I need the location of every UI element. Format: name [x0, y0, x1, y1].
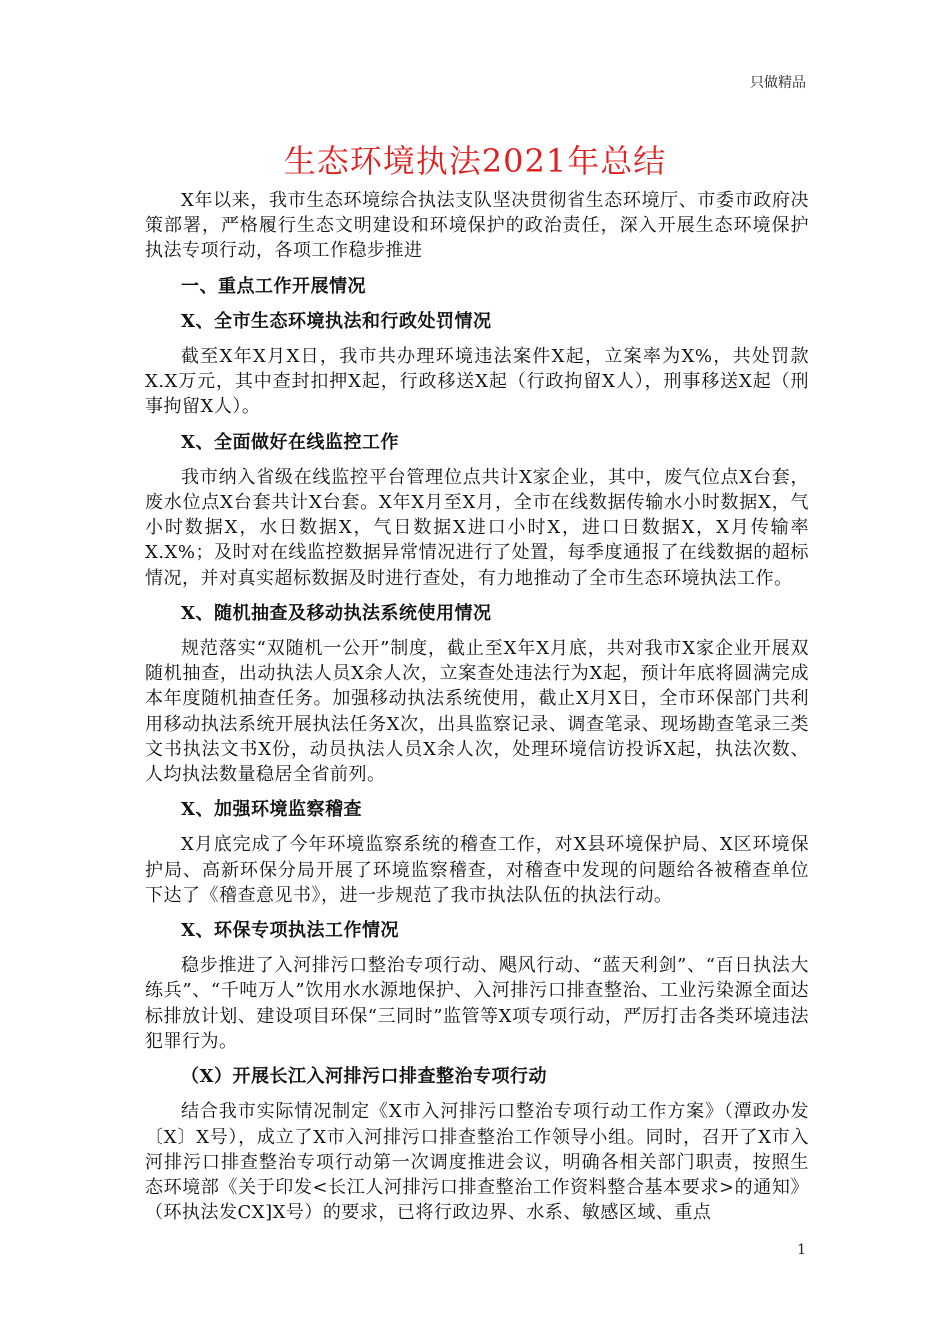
page-number: 1 — [797, 1242, 806, 1258]
document-body — [145, 188, 809, 1235]
subsection-heading-yangtze-outlets: （X）开展长江入河排污口排查整治专项行动 — [181, 1066, 547, 1088]
paragraph-yangtze-outlets: 结合我市实际情况制定《X市入河排污口整治专项行动工作方案》（潭政办发〔X〕X号），成立了X市入河排污口排查整治工作领导小组。同时，召开了X市入河排污口排查整治专项行动第一次调度推进会议，明确各相关部门职责，按照生态环境部《关于印发<长江人河排污口排查整治工作资料整合基本要求>的通知》（环执法发CX]X号）的要求，已将行政边界、水系、敏感区域、重点 — [145, 1101, 809, 1224]
paragraph-random-inspection: 规范落实“双随机一公开”制度，截止至X年X月底，共对我市X家企业开展双随机抽查，出动执法人员X余人次，立案查处违法行为X起，预计年底将圆满完成本年度随机抽查任务。加强移动执法系统使用，截止X月X日，全市环保部门共利用移动执法系统开展执法任务X次，出具监察记录、调查笔录、现场勘查笔录三类文书执法文书X份，动员执法人员X余人次，处理环境信访投诉X起，执法次数、人均执法数量稳居全省前列。 — [145, 638, 809, 786]
subsection-heading-special-actions: X、环保专项执法工作情况 — [181, 920, 399, 942]
subsection-heading-online-monitoring: X、全面做好在线监控工作 — [181, 431, 399, 453]
paragraph-special-actions: 稳步推进了入河排污口整治专项行动、飓风行动、“蓝天利剑”、“百日执法大练兵”、“千吨万人”饮用水水源地保护、入河排污口排查整治、工业污染源全面达标排放计划、建设项目环保“三同时”监管等X项专项行动，严厉打击各类环境违法犯罪行为。 — [145, 955, 809, 1052]
subsection-heading-audit: X、加强环境监察稽查 — [181, 799, 362, 821]
intro-paragraph: X年以来，我市生态环境综合执法支队坚决贯彻省生态环境厅、市委市政府决策部署，严格履行生态文明建设和环境保护的政治责任，深入开展生态环境保护执法专项行动，各项工作稳步推进 — [145, 190, 809, 262]
header-note: 只做精品 — [750, 75, 806, 91]
paragraph-penalties: 截至X年X月X日，我市共办理环境违法案件X起，立案率为X%，共处罚款X.X万元，其中查封扣押X起，行政移送X起（行政拘留X人），刑事移送X起（刑事拘留X人）。 — [145, 346, 809, 418]
subsection-heading-random-inspection: X、随机抽查及移动执法系统使用情况 — [181, 602, 492, 624]
subsection-heading-penalties: X、全市生态环境执法和行政处罚情况 — [181, 310, 492, 332]
document-title: 生态环境执法2021年总结 — [283, 142, 667, 180]
section-heading-1: 一、重点工作开展情况 — [181, 275, 366, 297]
paragraph-online-monitoring: 我市纳入省级在线监控平台管理位点共计X家企业，其中，废气位点X台套，废水位点X台套共计X台套。X年X月至X月，全市在线数据传输水小时数据X，气小时数据X，水日数据X，气日数据X进口小时X，进口日数据X，X月传输率X.X%；及时对在线监控数据异常情况进行了处置，每季度通报了在线数据的超标情况，并对真实超标数据及时进行查处，有力地推动了全市生态环境执法工作。 — [145, 466, 809, 589]
paragraph-audit: X月底完成了今年环境监察系统的稽查工作，对X县环境保护局、X区环境保护局、高新环保分局开展了环境监察稽查，对稽查中发现的问题给各被稽查单位下达了《稽查意见书》，进一步规范了我市执法队伍的执法行动。 — [145, 834, 809, 906]
